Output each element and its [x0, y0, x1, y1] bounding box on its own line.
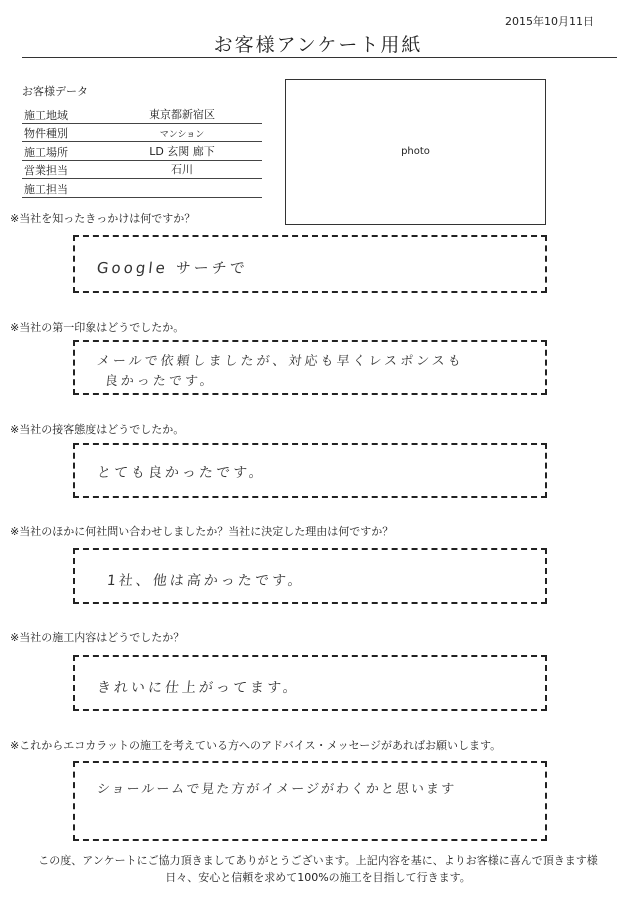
survey-date: 2015年10月11日: [505, 15, 594, 28]
question-6: ※これからエコカラットの施工を考えている方へのアドバイス・メッセージがあればお願いします。: [10, 739, 502, 752]
photo-label: photo: [401, 146, 430, 157]
answer-2-text-line1: メールで依頼しましたが、対応も早くレスポンスも: [96, 354, 465, 369]
info-row-installer: [22, 179, 262, 198]
question-1: ※当社を知ったきっかけは何ですか？: [10, 212, 196, 225]
customer-data-heading: お客様データ: [22, 85, 88, 98]
info-label: 営業担当: [24, 164, 68, 177]
footer-line-1: この度、アンケートにご協力頂きましてありがとうございます。上記内容を基に、よりお客様に喜んで頂きます様: [38, 854, 598, 867]
answer-box-4: [73, 548, 547, 604]
answer-1-text: Google サーチで: [96, 259, 249, 277]
answer-box-1: [73, 235, 547, 293]
page-title: お客様アンケート用紙: [213, 34, 423, 56]
question-5: ※当社の施工内容はどうでしたか？: [10, 631, 185, 644]
question-4: ※当社のほかに何社問い合わせしましたか？当社に決定した理由は何ですか？: [10, 525, 394, 538]
info-label: 施工担当: [24, 182, 68, 196]
info-value: 石川: [171, 163, 193, 176]
info-value: LD 玄関 廊下: [149, 144, 215, 158]
info-label: 物件種別: [24, 127, 68, 140]
info-value: [102, 196, 262, 197]
info-value: マンション: [159, 130, 205, 140]
info-label: 施工場所: [24, 145, 68, 159]
info-value: 東京都新宿区: [149, 107, 215, 121]
answer-3-text: とても良かったです。: [96, 465, 267, 481]
footer-message: [0, 852, 636, 886]
answer-box-6: [73, 761, 547, 841]
info-row-area: [22, 105, 262, 124]
answer-6-text: ショールームで見た方がイメージがわくかと思います: [96, 782, 457, 797]
question-2: ※当社の第一印象はどうでしたか。: [10, 321, 185, 334]
question-3: ※当社の接客態度はどうでしたか。: [10, 423, 185, 436]
answer-2-text-line2: 良かったです。: [104, 374, 217, 389]
answer-box-3: [73, 443, 547, 498]
answer-4-text: 1社、他は高かったです。: [106, 573, 306, 589]
info-row-property-type: [22, 124, 262, 143]
info-row-sales-rep: [22, 161, 262, 180]
customer-info-table: [22, 105, 262, 198]
info-row-location: [22, 142, 262, 161]
answer-box-2: [73, 340, 547, 395]
answer-box-5: [73, 655, 547, 711]
title-divider: [22, 57, 617, 58]
footer-line-2: 日々、安心と信頼を求めて100%の施工を目指して行きます。: [165, 871, 471, 884]
info-label: 施工地域: [24, 108, 68, 122]
photo-placeholder: [285, 79, 546, 225]
answer-5-text: きれいに仕上がってます。: [96, 680, 301, 696]
